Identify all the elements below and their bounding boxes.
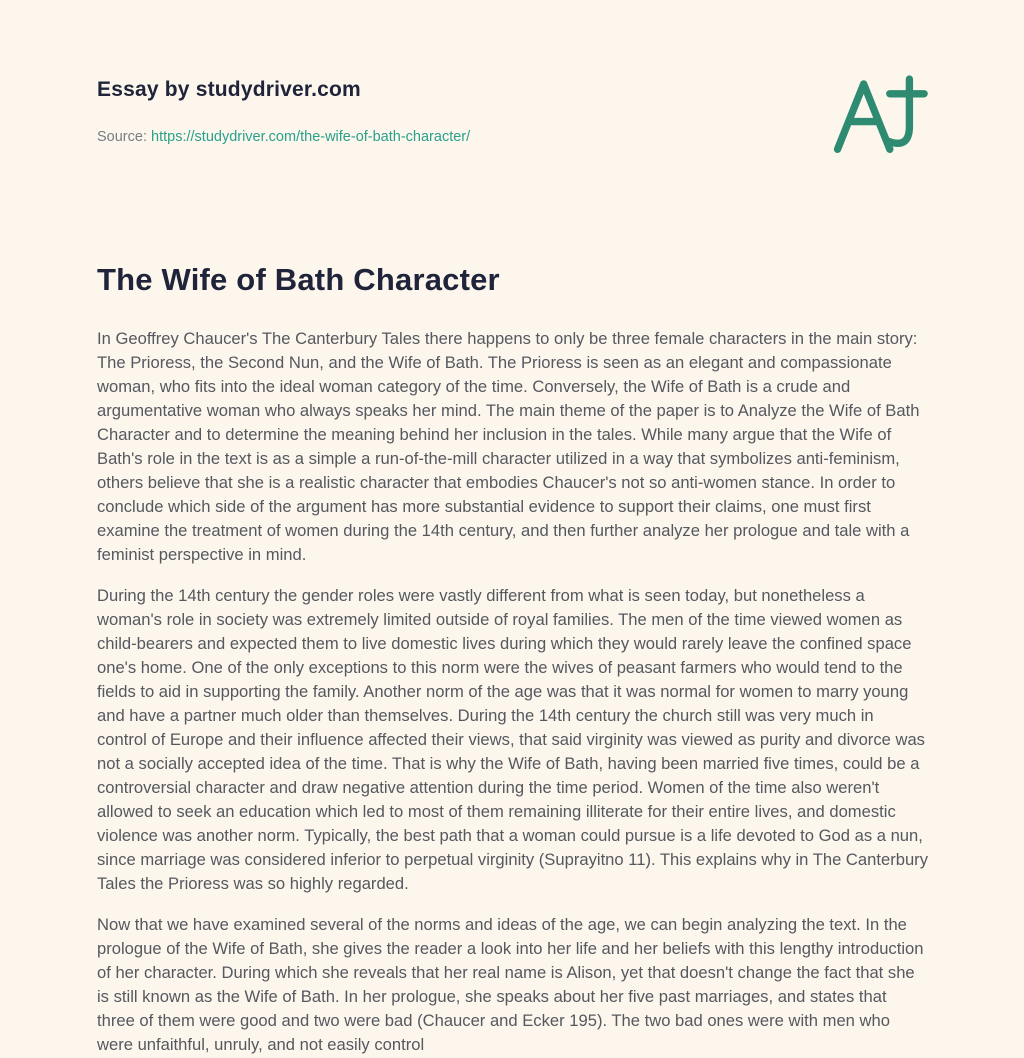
essay-body [97, 262, 928, 1057]
paragraph-3: Now that we have examined several of the norms and ideas of the age, we can begin analyzing the text. In the prologue of the Wife of Bath, she gives the reader a look into her life and her beliefs with this lengthy introduction of her character. During which she reveals that her real name is Alison, yet that doesn't change the fact that she is still known as the Wife of Bath. In her prologue, she speaks about her five past marriages, and states that three of them were good and two were bad (Chaucer and Ecker 195). The two bad ones were with men who were unfaithful, unruly, and not easily control [97, 915, 924, 1054]
logo-j-stem [888, 79, 909, 143]
paragraph-2: During the 14th century the gender roles were vastly different from what is seen today, but nonetheless a woman's role in society was extremely limited outside of royal families. The men of the time viewed women as child-bearers and expected them to live domestic lives during which they would rarely leave the confined space one's home. One of the only exceptions to this norm were the wives of peasant farmers who would tend to the fields to aid in supporting the family. Another norm of the age was that it was normal for women to marry young and have a partner much older than themselves. During the 14th century the church still was very much in control of Europe and their influence affected their views, that said virginity was viewed as purity and divorce was not a socially accepted idea of the time. That is why the Wife of Bath, having been married five times, could be a controversial character and draw negative attention during the time period. Women of the time also weren't allowed to seek an education which led to most of them remaining illiterate for their entire lives, and domestic violence was another norm. Typically, the best path that a woman could pursue is a life devoted to God as a nun, since marriage was considered inferior to perpetual virginity (Suprayitno 11). This explains why in The Canterbury Tales the Prioress was so highly regarded. [97, 586, 929, 893]
source-link[interactable]: https://studydriver.com/the-wife-of-bath-character/ [151, 129, 471, 145]
byline: Essay by studydriver.com [97, 78, 361, 101]
source-label: Source: [97, 129, 147, 145]
studydriver-logo [831, 68, 929, 162]
logo-a-shape [838, 84, 890, 149]
essay-title: The Wife of Bath Character [97, 262, 500, 297]
paragraph-1: In Geoffrey Chaucer's The Canterbury Tales there happens to only be three female characters in the main story: The Prioress, the Second Nun, and the Wife of Bath. The Prioress is seen as an elegant and compassionate woman, who fits into the ideal woman category of the time. Conversely, the Wife of Bath is a crude and argumentative woman who always speaks her mind. The main theme of the paper is to Analyze the Wife of Bath Character and to determine the meaning behind her inclusion in the tales. While many argue that the Wife of Bath's role in the text is as a simple a run-of-the-mill character utilized in a way that symbolizes anti-feminism, others believe that she is a realistic character that embodies Chaucer's not so anti-women stance. In order to conclude which side of the argument has more substantial evidence to support their claims, one must first examine the treatment of women during the 14th century, and then further analyze her prologue and tale with a feminist perspective in mind. [97, 329, 920, 564]
page-header [97, 78, 928, 145]
essay-content [97, 327, 928, 1057]
source-line [97, 129, 928, 145]
studydriver-logo-icon [831, 68, 929, 162]
